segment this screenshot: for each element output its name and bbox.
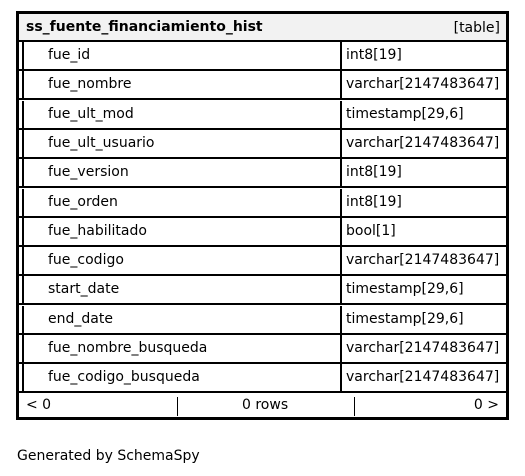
column-name-cell [22,42,342,69]
column-row[interactable] [19,276,506,305]
column-name-cell [22,218,342,245]
column-row[interactable] [19,189,506,218]
column-type-cell [342,42,506,69]
column-type: varchar[2147483647] [346,76,500,93]
column-type-cell [342,159,506,186]
column-name-cell [22,306,342,333]
column-row[interactable] [19,364,506,393]
column-name-cell [22,159,342,186]
column-type: int8[19] [346,47,402,63]
column-name: fue_ult_usuario [48,134,155,151]
table-type-label: [table] [453,20,500,36]
column-name: fue_id [48,47,91,63]
column-type-cell [342,335,506,362]
column-name-cell [22,335,342,362]
column-name: fue_nombre [48,76,132,93]
column-type-cell [342,218,506,245]
column-type-cell [342,130,506,157]
column-name-cell [22,247,342,274]
column-row[interactable] [19,71,506,100]
column-row[interactable] [19,159,506,188]
table-name[interactable]: ss_fuente_financiamiento_hist [26,19,263,35]
column-name: fue_codigo [48,252,124,269]
column-name: fue_habilitado [48,222,147,239]
column-name: fue_codigo_busqueda [48,369,200,386]
column-type-cell [342,247,506,274]
column-name-cell [22,364,342,391]
column-row[interactable] [19,101,506,130]
table-node[interactable] [16,11,509,420]
column-row[interactable] [19,247,506,276]
column-type-cell [342,101,506,128]
column-type: varchar[2147483647] [346,252,500,269]
column-type-cell [342,306,506,333]
column-type-cell [342,364,506,391]
parents-count[interactable]: < 0 [26,397,52,413]
column-name: fue_orden [48,193,118,210]
column-row[interactable] [19,335,506,364]
column-name-cell [22,276,342,303]
rows-count: 0 rows [242,397,289,413]
column-name-cell [22,130,342,157]
column-row[interactable] [19,42,506,71]
column-name-cell [22,189,342,216]
table-footer [19,394,506,417]
column-type: timestamp[29,6] [346,310,464,327]
column-name: start_date [48,281,120,298]
footer-divider [177,397,178,416]
column-type: timestamp[29,6] [346,281,464,298]
column-name: fue_ult_mod [48,105,134,122]
column-name: end_date [48,310,113,327]
column-type: varchar[2147483647] [346,134,500,151]
column-row[interactable] [19,306,506,335]
column-type-cell [342,71,506,98]
column-type-cell [342,276,506,303]
column-type: bool[1] [346,222,396,239]
generated-by-text: Generated by SchemaSpy [17,448,200,464]
column-type-cell [342,189,506,216]
table-header [19,14,506,42]
column-type: int8[19] [346,193,402,210]
column-name: fue_nombre_busqueda [48,340,208,356]
children-count[interactable]: 0 > [473,397,499,413]
column-name-cell [22,101,342,128]
column-name-cell [22,71,342,98]
column-row[interactable] [19,218,506,247]
column-type: int8[19] [346,164,402,181]
footer-divider [354,397,355,416]
column-type: varchar[2147483647] [346,340,500,356]
column-name: fue_version [48,164,129,181]
column-type: varchar[2147483647] [346,369,500,386]
column-row[interactable] [19,130,506,159]
column-type: timestamp[29,6] [346,105,464,122]
